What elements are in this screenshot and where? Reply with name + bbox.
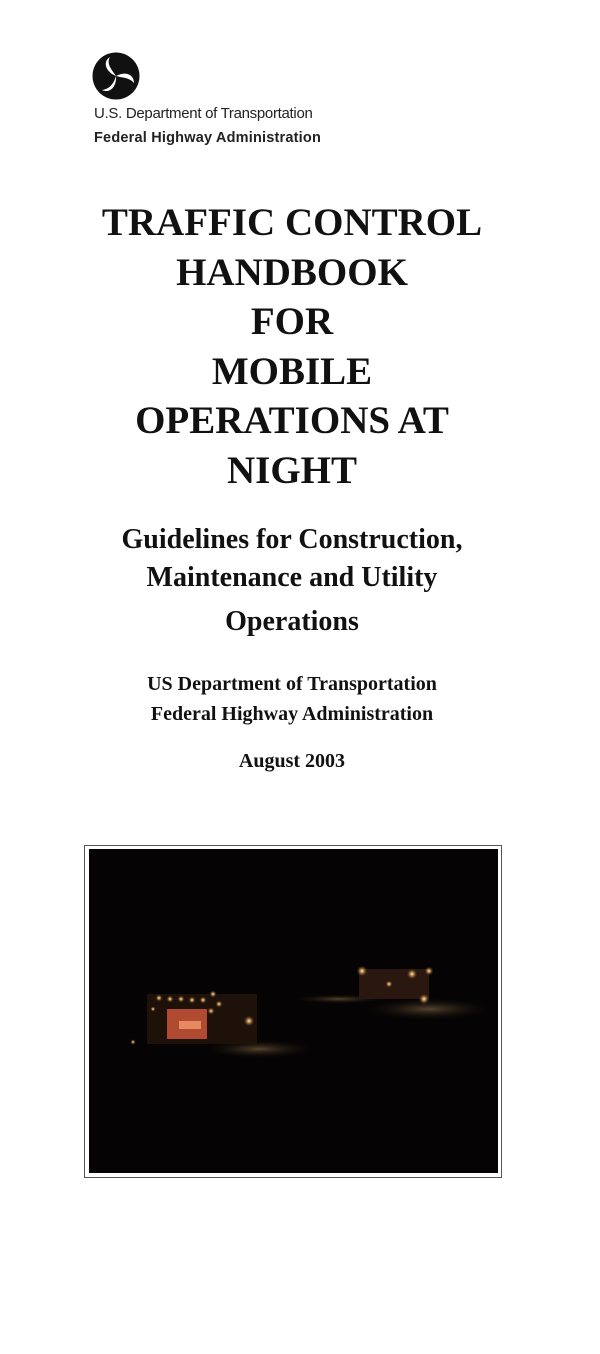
title-line: HANDBOOK [176, 250, 408, 294]
publisher-line: Federal Highway Administration [150, 703, 434, 725]
subtitle-line: Guidelines for Construction, [121, 524, 463, 555]
subtitle-line: Operations [225, 606, 359, 637]
document-subtitle [0, 520, 584, 642]
publication-date: August 2003 [238, 750, 346, 772]
publisher-line: US Department of Transportation [147, 673, 437, 695]
subtitle-line: Maintenance and Utility [146, 562, 438, 593]
publisher [0, 669, 584, 729]
title-line: NIGHT [226, 448, 358, 492]
agency-name-line2: Federal Highway Administration [94, 130, 322, 146]
agency-name-line1: U.S. Department of Transportation [94, 105, 313, 122]
title-line: TRAFFIC CONTROL [101, 201, 483, 244]
title-line: OPERATIONS AT [135, 399, 449, 442]
usdot-logo-icon [92, 52, 140, 100]
cover-photo-frame [84, 845, 502, 1178]
title-line: MOBILE [211, 349, 373, 393]
document-title [0, 198, 584, 495]
night-work-zone-photo [89, 849, 498, 1173]
title-line: FOR [250, 300, 334, 343]
